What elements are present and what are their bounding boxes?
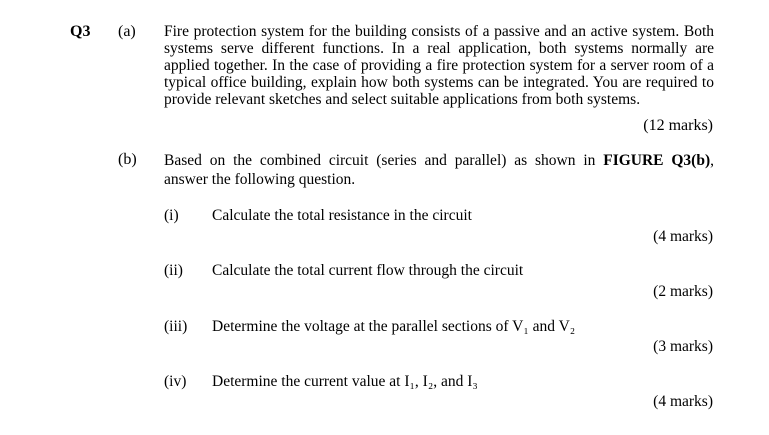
sub-item-number: (i): [164, 207, 179, 224]
sub-item-marks: (3 marks): [653, 338, 713, 355]
part-a-marks: (12 marks): [643, 117, 713, 134]
part-b-label: (b): [118, 151, 137, 168]
sub-item-marks: (4 marks): [653, 228, 713, 245]
question-number: Q3: [70, 23, 91, 40]
part-b-intro: [164, 151, 714, 189]
sub-item-text: Determine the voltage at the parallel sections of V₁ and V₂: [212, 318, 576, 335]
part-b-intro-suffix: , answer the following question.: [164, 152, 714, 188]
part-a-text: Fire protection system for the building consists of a passive and an active system. Both systems serve different functions. In a real application, both systems normally are applied together. In the case of providing a fire protection system for a server room of a typical office building, explain how both systems can be integrated. You are required to provide relevant sketches and select suitable applications from both systems.: [164, 23, 714, 108]
sub-item-marks: (2 marks): [653, 283, 713, 300]
sub-item-text: Calculate the total current flow through the circuit: [212, 262, 524, 279]
part-b-intro-prefix: Based on the combined circuit (series and parallel) as shown in: [164, 152, 604, 169]
sub-item-number: (iii): [164, 318, 188, 335]
sub-item-number: (ii): [164, 262, 183, 279]
figure-reference: FIGURE Q3(b): [603, 152, 711, 169]
sub-item-number: (iv): [164, 373, 187, 390]
sub-item-text: Determine the current value at I₁, I₂, and I₃: [212, 373, 478, 390]
part-a-label: (a): [118, 23, 136, 40]
sub-item-text: Calculate the total resistance in the circuit: [212, 207, 472, 224]
sub-item-marks: (4 marks): [653, 393, 713, 410]
